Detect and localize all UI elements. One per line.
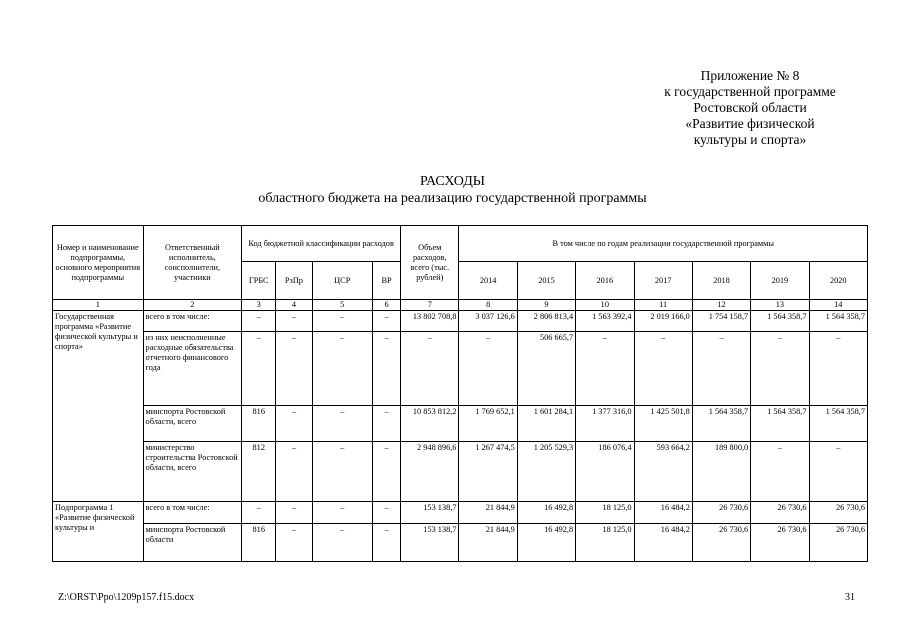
footer-file-path: Z:\ORST\Ppo\1209p157.f15.docx	[58, 592, 195, 603]
title-line-2: областного бюджета на реализацию государственной программы	[258, 191, 647, 206]
year-value-cell: –	[751, 332, 809, 406]
vr-cell: –	[372, 311, 400, 332]
vr-cell: –	[372, 442, 400, 502]
csr-cell: –	[312, 332, 372, 406]
year-value-cell: 1 425 501,8	[634, 406, 692, 442]
table-row	[53, 311, 868, 332]
header-rzpr: РзПр	[276, 262, 312, 300]
header-code-group: Код бюджетной классификации расходов	[242, 226, 401, 262]
header-volume: Объем расходов, всего (тыс. рублей)	[401, 226, 459, 300]
executor-cell: министерство строительства Ростовской области, всего	[143, 442, 242, 502]
year-value-cell: 16 492,8	[517, 502, 575, 524]
grbs-cell: –	[242, 502, 276, 524]
grbs-cell: –	[242, 311, 276, 332]
year-value-cell: 1 563 392,4	[576, 311, 634, 332]
header-year: 2017	[634, 262, 692, 300]
appendix-line: Ростовской области	[693, 100, 807, 115]
volume-cell: –	[401, 332, 459, 406]
year-value-cell: 16 484,2	[634, 524, 692, 562]
volume-cell: 153 138,7	[401, 502, 459, 524]
header-year: 2015	[517, 262, 575, 300]
year-value-cell: –	[634, 332, 692, 406]
table-row	[53, 524, 868, 562]
header-years-group: В том числе по годам реализации государственной программы	[459, 226, 868, 262]
year-value-cell: 1 564 358,7	[809, 406, 867, 442]
executor-cell: всего в том числе:	[143, 502, 242, 524]
column-number: 6	[372, 300, 400, 311]
header-year: 2016	[576, 262, 634, 300]
csr-cell: –	[312, 502, 372, 524]
subprogram-name-cell: Подпрограмма 1 «Развитие физической культуры и	[53, 502, 144, 562]
table-row	[53, 332, 868, 406]
grbs-cell: 812	[242, 442, 276, 502]
vr-cell: –	[372, 332, 400, 406]
document-title	[0, 173, 905, 207]
year-value-cell: 21 844,9	[459, 502, 517, 524]
year-value-cell: 1 769 652,1	[459, 406, 517, 442]
csr-cell: –	[312, 311, 372, 332]
table-row	[53, 406, 868, 442]
column-number: 3	[242, 300, 276, 311]
year-value-cell: 18 125,0	[576, 524, 634, 562]
year-value-cell: 1 564 358,7	[751, 311, 809, 332]
volume-cell: 10 853 812,2	[401, 406, 459, 442]
column-number: 5	[312, 300, 372, 311]
header-year: 2018	[692, 262, 750, 300]
year-value-cell: –	[751, 442, 809, 502]
year-value-cell: 2 806 813,4	[517, 311, 575, 332]
rzpr-cell: –	[276, 311, 312, 332]
year-value-cell: 1 377 316,0	[576, 406, 634, 442]
executor-cell: минспорта Ростовской области, всего	[143, 406, 242, 442]
grbs-cell: 816	[242, 524, 276, 562]
header-year: 2020	[809, 262, 867, 300]
year-value-cell: –	[809, 442, 867, 502]
column-number: 8	[459, 300, 517, 311]
year-value-cell: 16 492,8	[517, 524, 575, 562]
appendix-line: культуры и спорта»	[693, 132, 807, 147]
appendix-line: к государственной программе	[664, 84, 836, 99]
year-value-cell: 26 730,6	[809, 524, 867, 562]
column-number: 14	[809, 300, 867, 311]
year-value-cell: 18 125,0	[576, 502, 634, 524]
year-value-cell: 16 484,2	[634, 502, 692, 524]
year-value-cell: 1 267 474,5	[459, 442, 517, 502]
volume-cell: 153 138,7	[401, 524, 459, 562]
year-value-cell: –	[459, 332, 517, 406]
header-csr: ЦСР	[312, 262, 372, 300]
grbs-cell: –	[242, 332, 276, 406]
year-value-cell: –	[692, 332, 750, 406]
year-value-cell: 1 564 358,7	[751, 406, 809, 442]
executor-cell: всего в том числе:	[143, 311, 242, 332]
year-value-cell: 26 730,6	[751, 524, 809, 562]
csr-cell: –	[312, 406, 372, 442]
year-value-cell: 26 730,6	[692, 524, 750, 562]
executor-cell: минспорта Ростовской области	[143, 524, 242, 562]
header-year: 2019	[751, 262, 809, 300]
year-value-cell: 21 844,9	[459, 524, 517, 562]
year-value-cell: 593 664,2	[634, 442, 692, 502]
column-number: 2	[143, 300, 242, 311]
vr-cell: –	[372, 502, 400, 524]
budget-table	[52, 225, 868, 562]
column-number: 4	[276, 300, 312, 311]
column-number: 11	[634, 300, 692, 311]
header-year: 2014	[459, 262, 517, 300]
header-grbs: ГРБС	[242, 262, 276, 300]
year-value-cell: 26 730,6	[692, 502, 750, 524]
year-value-cell: 3 037 126,6	[459, 311, 517, 332]
year-value-cell: 1 754 158,7	[692, 311, 750, 332]
year-value-cell: 1 564 358,7	[809, 311, 867, 332]
rzpr-cell: –	[276, 332, 312, 406]
rzpr-cell: –	[276, 406, 312, 442]
table-row	[53, 502, 868, 524]
program-name-cell: Государственная программа «Развитие физической культуры и спорта»	[53, 311, 144, 502]
vr-cell: –	[372, 406, 400, 442]
table-row	[53, 442, 868, 502]
footer-page-number: 31	[845, 592, 855, 603]
rzpr-cell: –	[276, 524, 312, 562]
rzpr-cell: –	[276, 442, 312, 502]
year-value-cell: 26 730,6	[809, 502, 867, 524]
appendix-block	[600, 68, 900, 148]
year-value-cell: 189 800,0	[692, 442, 750, 502]
volume-cell: 2 948 896,6	[401, 442, 459, 502]
column-number: 10	[576, 300, 634, 311]
header-executor: Ответственный исполнитель, соисполнители, участники	[143, 226, 242, 300]
header-name: Номер и наименование подпрограммы, основного мероприятия подпрограммы	[53, 226, 144, 300]
csr-cell: –	[312, 524, 372, 562]
appendix-line: Приложение № 8	[700, 68, 800, 83]
title-line-1: РАСХОДЫ	[420, 174, 485, 189]
header-row	[53, 226, 868, 262]
column-number-row	[53, 300, 868, 311]
vr-cell: –	[372, 524, 400, 562]
year-value-cell: –	[576, 332, 634, 406]
year-value-cell: 2 019 166,0	[634, 311, 692, 332]
executor-cell: из них неисполненные расходные обязательства отчетного финансового года	[143, 332, 242, 406]
year-value-cell: 186 076,4	[576, 442, 634, 502]
grbs-cell: 816	[242, 406, 276, 442]
column-number: 13	[751, 300, 809, 311]
year-value-cell: 1 601 284,1	[517, 406, 575, 442]
volume-cell: 13 802 708,8	[401, 311, 459, 332]
year-value-cell: 506 665,7	[517, 332, 575, 406]
header-vr: ВР	[372, 262, 400, 300]
year-value-cell: –	[809, 332, 867, 406]
column-number: 9	[517, 300, 575, 311]
year-value-cell: 1 564 358,7	[692, 406, 750, 442]
column-number: 12	[692, 300, 750, 311]
appendix-line: «Развитие физической	[685, 116, 815, 131]
rzpr-cell: –	[276, 502, 312, 524]
year-value-cell: 1 205 529,3	[517, 442, 575, 502]
csr-cell: –	[312, 442, 372, 502]
column-number: 7	[401, 300, 459, 311]
column-number: 1	[53, 300, 144, 311]
year-value-cell: 26 730,6	[751, 502, 809, 524]
